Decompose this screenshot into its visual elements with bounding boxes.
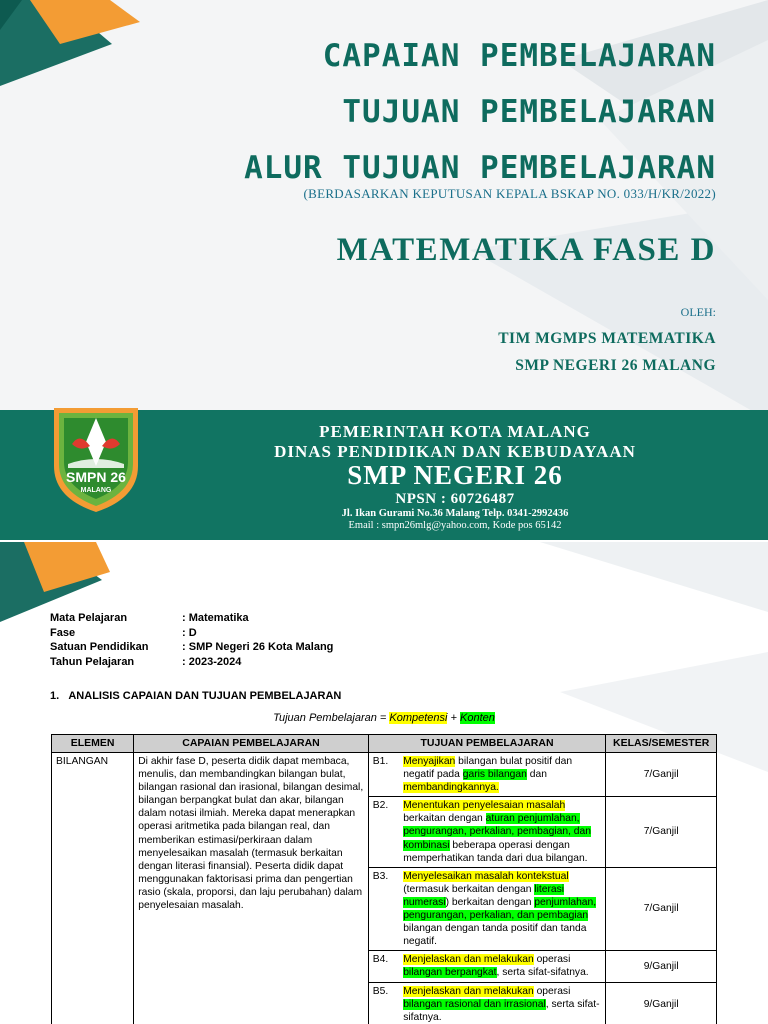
tp-code: B1. bbox=[368, 753, 399, 797]
school-banner bbox=[0, 410, 768, 540]
meta-row-0: Mata Pelajaran : Matematika bbox=[50, 612, 249, 624]
tp-text-segment: bilangan bulat positif dan negatif pada bbox=[403, 756, 573, 781]
tp-text-segment: operasi bbox=[533, 954, 571, 966]
element-cell: BILANGAN bbox=[52, 753, 134, 1024]
tp-text-segment: , serta sifat-sifatnya. bbox=[496, 967, 589, 979]
content-highlight: literasi numerasi bbox=[403, 883, 565, 908]
tp-text-segment: operasi bbox=[533, 985, 571, 997]
tp-text bbox=[399, 951, 606, 982]
tp-text-segment: bilangan dengan tanda positif dan tanda negatif. bbox=[403, 923, 587, 948]
kelas-cell: 7/Ganjil bbox=[606, 753, 717, 797]
department-name: DINAS PENDIDIKAN DAN KEBUDAYAAN bbox=[274, 442, 636, 461]
tp-text bbox=[399, 982, 606, 1024]
tp-code: B5. bbox=[368, 982, 399, 1024]
school-address: Jl. Ikan Gurami No.36 Malang Telp. 0341-2992436 bbox=[341, 508, 569, 519]
subject-info bbox=[50, 612, 333, 670]
section-heading: 1. ANALISIS CAPAIAN DAN TUJUAN PEMBELAJARAN bbox=[50, 690, 342, 702]
kelas-cell: 7/Ganjil bbox=[606, 797, 717, 867]
table-header-row bbox=[52, 735, 717, 753]
title-capaian: CAPAIAN PEMBELAJARAN bbox=[322, 38, 716, 74]
content-highlight: garis bilangan bbox=[462, 769, 527, 781]
col-capaian: CAPAIAN PEMBELAJARAN bbox=[134, 735, 369, 753]
team-school: SMP NEGERI 26 MALANG bbox=[515, 357, 716, 374]
meta-row-1: Fase : D bbox=[50, 626, 197, 639]
subject-title: MATEMATIKA FASE D bbox=[336, 232, 716, 268]
content-highlight: penjumlahan, pengurangan, perkalian, dan pembagian bbox=[403, 896, 597, 922]
title-tujuan: TUJUAN PEMBELAJARAN bbox=[342, 94, 716, 130]
tp-text-segment: (termasuk berkaitan dengan bbox=[403, 883, 535, 895]
npsn-number: NPSN : 60726487 bbox=[395, 491, 515, 507]
content-highlight: bilangan berpangkat bbox=[403, 967, 497, 979]
cp-description: Di akhir fase D, peserta didik dapat membaca, menulis, dan membandingkan bilangan bulat, bilangan rasional dan irasional, bilangan desimal, bilangan berpangkat bulat dan akar, bilangan dalam notasi ilmiah. Mereka dapat menerapkan operasi aritmetika pada bilangan real, dan memberikan estimasi/perkiraan dalam menyelesaikan masalah (termasuk berkaitan dengan literasi finansial). Peserta didik dapat menggunakan faktorisasi prima dan pengertian rasio (skala, proporsi, dan laju perubahan) dalam penyelesaian masalah. bbox=[134, 753, 369, 1024]
school-name: SMP NEGERI 26 bbox=[347, 460, 563, 490]
author-team bbox=[498, 325, 716, 379]
competency-highlight: Menyajikan bbox=[403, 756, 456, 767]
tp-text bbox=[399, 867, 606, 951]
svg-text:SMPN 26: SMPN 26 bbox=[66, 469, 126, 485]
tp-code: B2. bbox=[368, 797, 399, 867]
col-elemen: ELEMEN bbox=[52, 735, 134, 753]
title-alur: ALUR TUJUAN PEMBELAJARAN bbox=[244, 150, 716, 186]
tp-text-segment: dan bbox=[526, 769, 547, 781]
tp-code: B3. bbox=[368, 867, 399, 951]
table-row bbox=[52, 753, 717, 797]
tp-text-segment: beberapa operasi dengan memperhatikan tanda dari dua bilangan. bbox=[403, 839, 588, 864]
col-kelas: KELAS/SEMESTER bbox=[606, 735, 717, 753]
competency-highlight: Menyelesaikan masalah kontekstual bbox=[403, 870, 569, 882]
tp-code: B4. bbox=[368, 951, 399, 982]
meta-row-2: Satuan Pendidikan : SMP Negeri 26 Kota Malang bbox=[50, 641, 334, 653]
cover-titles bbox=[244, 28, 716, 196]
competency-highlight: Menentukan penyelesaian masalah bbox=[403, 800, 566, 812]
school-email: Email : smpn26mlg@yahoo.com, Kode pos 65142 bbox=[348, 520, 562, 531]
tp-text-segment: ) berkaitan dengan bbox=[445, 896, 535, 908]
kelas-cell: 7/Ganjil bbox=[606, 867, 717, 951]
col-tujuan: TUJUAN PEMBELAJARAN bbox=[368, 735, 606, 753]
svg-text:MALANG: MALANG bbox=[80, 487, 112, 494]
tp-text bbox=[399, 797, 606, 867]
decree-reference: (BERDASARKAN KEPUTUSAN KEPALA BSKAP NO. 033/H/KR/2022) bbox=[303, 186, 716, 201]
competency-highlight: Menjelaskan dan melakukan bbox=[403, 954, 534, 966]
tp-text-segment: berkaitan dengan bbox=[403, 813, 486, 825]
content-highlight: bilangan rasional dan irrasional bbox=[403, 998, 546, 1010]
learning-table bbox=[51, 734, 717, 1024]
competency-highlight: Menjelaskan dan melakukan bbox=[403, 985, 534, 997]
tp-text-segment: , serta sifat-sifatnya. bbox=[403, 998, 600, 1023]
formula-line: Tujuan Pembelajaran = Kompetensi + Konten bbox=[273, 712, 495, 724]
by-label: OLEH: bbox=[680, 305, 716, 319]
content-highlight: aturan penjumlahan, pengurangan, perkalian, pembagian, dan kombinasi bbox=[403, 813, 591, 851]
kelas-cell: 9/Ganjil bbox=[606, 982, 717, 1024]
document-page-2 bbox=[0, 542, 768, 1024]
competency-highlight: membandingkannya. bbox=[403, 782, 499, 794]
tp-text bbox=[399, 753, 606, 797]
kelas-cell: 9/Ganjil bbox=[606, 951, 717, 982]
meta-row-3: Tahun Pelajaran : 2023-2024 bbox=[50, 655, 242, 668]
team-name: TIM MGMPS MATEMATIKA bbox=[498, 330, 716, 347]
government-name: PEMERINTAH KOTA MALANG bbox=[319, 422, 591, 441]
school-logo-icon bbox=[50, 402, 142, 514]
